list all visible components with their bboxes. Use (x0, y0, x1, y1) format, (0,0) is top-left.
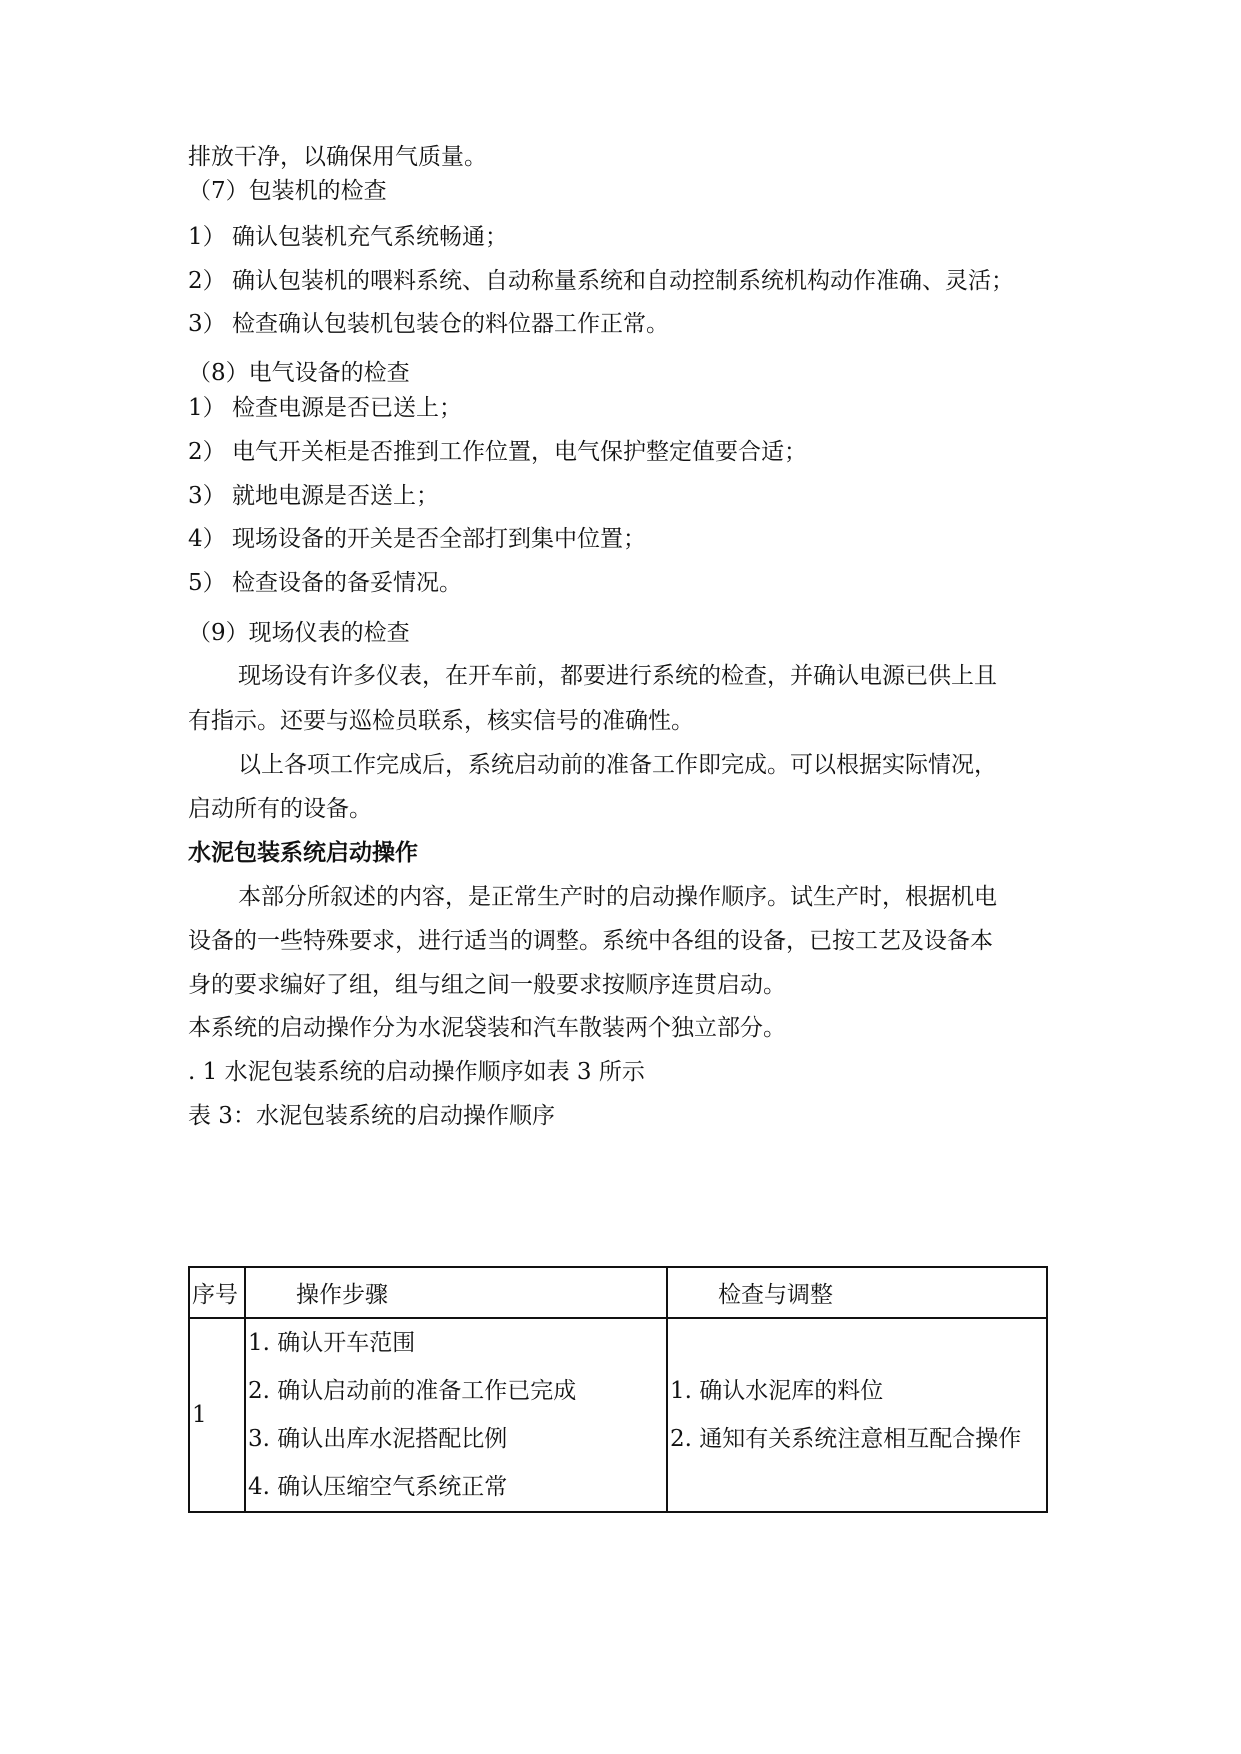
row-steps (245, 1318, 667, 1512)
list-number: 2） (188, 268, 226, 294)
list-text: 检查设备的备妥情况。 (232, 570, 462, 596)
header-seq: 序号 (189, 1267, 245, 1318)
header-steps: 操作步骤 (245, 1267, 667, 1318)
paragraph-line: 以上各项工作完成后，系统启动前的准备工作即完成。可以根据实际情况， (238, 752, 997, 778)
list-text: 确认包装机的喂料系统、自动称量系统和自动控制系统机构动作准确、灵活； (232, 268, 1014, 294)
paragraph-line: 有指示。还要与巡检员联系，核实信号的准确性。 (188, 708, 694, 734)
startup-sequence-table (188, 1266, 1048, 1513)
text-line: 排放干净，以确保用气质量。 (188, 144, 487, 170)
list-text: 电气开关柜是否推到工作位置，电气保护整定值要合适； (232, 439, 807, 465)
table-row (189, 1318, 1047, 1512)
step-item: 2. 确认启动前的准备工作已完成 (248, 1378, 577, 1404)
list-number: 2） (188, 439, 226, 465)
list-item (188, 266, 1014, 296)
list-text: 检查确认包装机包装仓的料位器工作正常。 (232, 311, 669, 337)
list-item (188, 437, 807, 467)
list-item (188, 481, 439, 511)
list-item (188, 309, 669, 339)
step-item: 3. 确认出库水泥搭配比例 (248, 1426, 508, 1452)
check-item: 2. 通知有关系统注意相互配合操作 (670, 1426, 1022, 1452)
paragraph-line: 本系统的启动操作分为水泥袋装和汽车散装两个独立部分。 (188, 1015, 786, 1041)
list-number: 1） (188, 395, 226, 421)
table-header-row (189, 1267, 1047, 1318)
subsection-heading: . 1 水泥包装系统的启动操作顺序如表 3 所示 (188, 1059, 645, 1085)
step-item: 4. 确认压缩空气系统正常 (248, 1474, 508, 1500)
list-number: 4） (188, 526, 226, 552)
step-item: 1. 确认开车范围 (248, 1330, 416, 1356)
paragraph-line: 现场设有许多仪表，在开车前，都要进行系统的检查，并确认电源已供上且 (238, 663, 997, 689)
row-checks (667, 1318, 1047, 1512)
list-item (188, 524, 646, 554)
paragraph-line: 启动所有的设备。 (188, 796, 372, 822)
heading-electrical-check: （8）电气设备的检查 (188, 360, 410, 386)
list-number: 5） (188, 570, 226, 596)
paragraph-line: 本部分所叙述的内容，是正常生产时的启动操作顺序。试生产时，根据机电 (238, 884, 997, 910)
table-caption: 表 3：水泥包装系统的启动操作顺序 (188, 1103, 555, 1129)
row-seq: 1 (189, 1318, 245, 1512)
header-checks: 检查与调整 (667, 1267, 1047, 1318)
list-text: 确认包装机充气系统畅通； (232, 224, 508, 250)
list-item (188, 568, 462, 598)
list-text: 现场设备的开关是否全部打到集中位置； (232, 526, 646, 552)
heading-packer-check: （7）包装机的检查 (188, 178, 387, 204)
heading-instrument-check: （9）现场仪表的检查 (188, 620, 410, 646)
list-number: 3） (188, 483, 226, 509)
list-number: 3） (188, 311, 226, 337)
paragraph-line: 设备的一些特殊要求，进行适当的调整。系统中各组的设备，已按工艺及设备本 (188, 928, 993, 954)
check-item: 1. 确认水泥库的料位 (670, 1378, 884, 1404)
paragraph-line: 身的要求编好了组，组与组之间一般要求按顺序连贯启动。 (188, 972, 786, 998)
list-text: 就地电源是否送上； (232, 483, 439, 509)
list-item (188, 222, 508, 252)
list-item (188, 393, 462, 423)
list-number: 1） (188, 224, 226, 250)
section-title: 水泥包装系统启动操作 (188, 840, 418, 866)
list-text: 检查电源是否已送上； (232, 395, 462, 421)
